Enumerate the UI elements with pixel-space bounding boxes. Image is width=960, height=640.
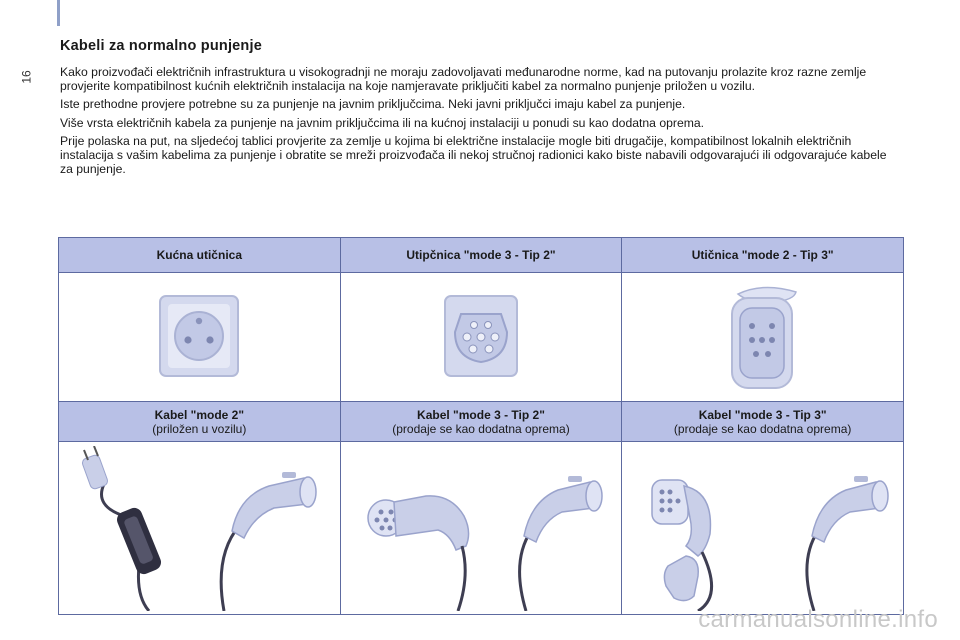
- cable-mode3-type3-name: Kabel "mode 3 - Tip 3": [698, 407, 827, 422]
- section-content: [60, 38, 900, 181]
- watermark: carmanualsonline.info: [698, 606, 938, 633]
- paragraph-3: Više vrsta električnih kabela za punjenje na javnim priključcima ili na kućnoj instalaciji u ponudi su kao dodatna oprema.: [60, 115, 705, 130]
- socket-image-row: [59, 273, 904, 402]
- compatibility-table: [58, 237, 904, 615]
- page-number: 16: [19, 70, 34, 84]
- header-household-socket: Kućna utičnica: [59, 238, 341, 273]
- cable-mode2-header: [59, 402, 341, 442]
- paragraph-4: Prije polaska na put, na sljedećoj tablici provjerite za zemlje u kojima bi električne instalacije mogle biti drugačije, kompatibilnost lokalnih električnih instalacija s vašim kabelima za punjenje i obratite se mreži proizvođača ili nekoj stručnoj radionici kako biste nabavili odgovarajući ili odgovarajuće kabele za punjenje.: [60, 134, 887, 176]
- cable-mode3-type2-image-cell: [340, 442, 622, 615]
- mode2-cable-icon: [64, 446, 334, 611]
- socket-header-row: [59, 238, 904, 273]
- type2-socket-icon: [441, 292, 521, 382]
- cable-mode2-name: Kabel "mode 2": [154, 407, 245, 422]
- header-type2-socket: Utipčnica "mode 3 - Tip 2": [340, 238, 622, 273]
- cable-mode3-type3-note: (prodaje se kao dodatna oprema): [673, 421, 852, 436]
- cable-image-row: [59, 442, 904, 615]
- cable-mode3-type2-header: [340, 402, 622, 442]
- type2-socket-cell: [340, 273, 622, 402]
- mode3-type2-cable-icon: [346, 446, 616, 611]
- paragraph-2: Iste prethodne provjere potrebne su za punjenje na javnim priključcima. Neki javni priključci imaju kabel za punjenje.: [60, 97, 686, 112]
- section-title: Kabeli za normalno punjenje: [60, 38, 262, 54]
- paragraph-1: Kako proizvođači električnih infrastruktura u visokogradnji ne moraju zadovoljavati međunarodne norme, kad na putovanju prolazite kroz razne zemlje provjerite kompatibilnost kućnih električnih instalacija na koje namjeravate priključiti kabel za normalno punjenje priložen u vozilu.: [60, 65, 867, 93]
- type3-socket-icon: [718, 282, 808, 392]
- header-type3-socket: Utičnica "mode 2 - Tip 3": [622, 238, 904, 273]
- cable-mode3-type3-image-cell: [622, 442, 904, 615]
- cable-mode2-image-cell: [59, 442, 341, 615]
- type3-socket-cell: [622, 273, 904, 402]
- cable-mode3-type3-header: [622, 402, 904, 442]
- cable-header-row: [59, 402, 904, 442]
- household-socket-cell: [59, 273, 341, 402]
- household-socket-icon: [154, 292, 244, 382]
- cable-mode3-type2-note: (prodaje se kao dodatna oprema): [392, 421, 570, 436]
- cable-mode3-type2-name: Kabel "mode 3 - Tip 2": [417, 407, 545, 422]
- left-margin-rule: [57, 0, 60, 26]
- mode3-type3-cable-icon: [628, 446, 898, 611]
- cable-mode2-note: (priložen u vozilu): [152, 421, 247, 436]
